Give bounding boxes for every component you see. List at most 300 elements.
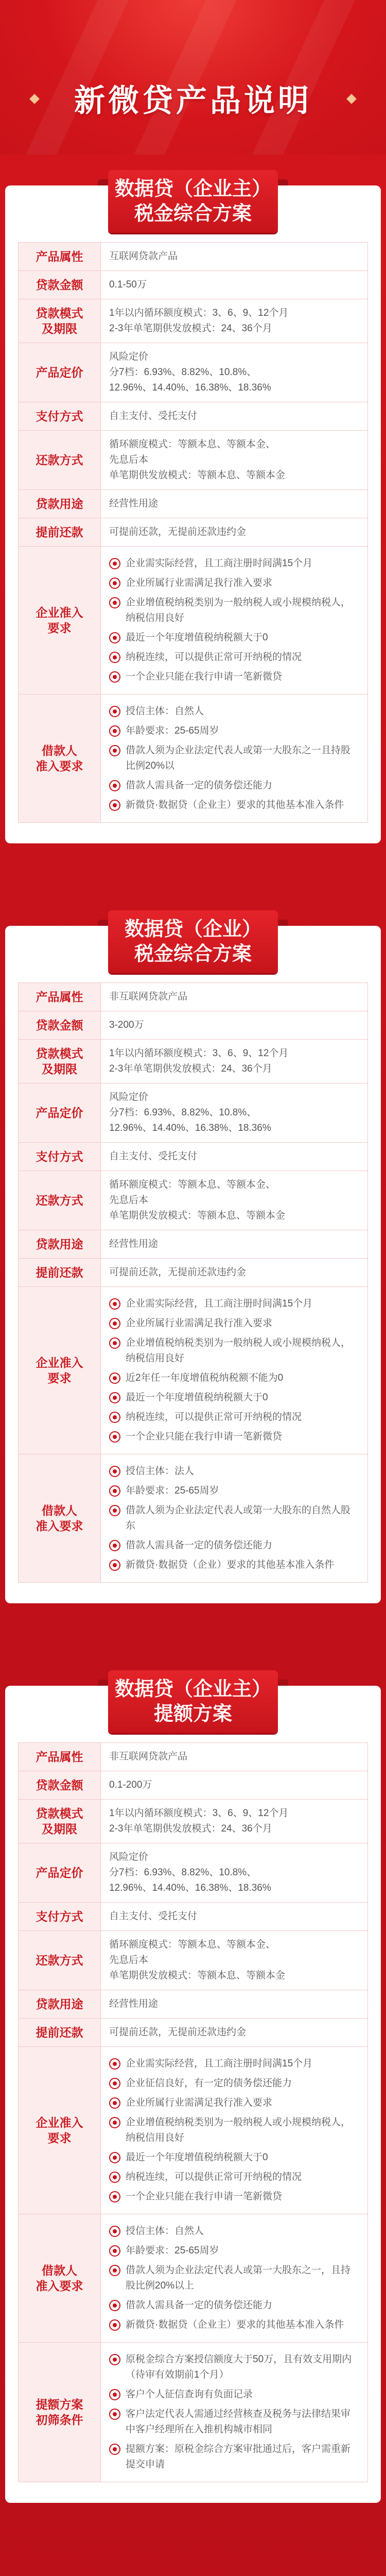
row-label (19, 2343, 101, 2482)
list-item (109, 2317, 359, 2333)
row-value-line: 经营性用途 (109, 498, 159, 509)
row-label (19, 271, 101, 299)
row-value (101, 490, 368, 518)
row-label (19, 2047, 101, 2214)
sections-container (0, 155, 386, 2503)
list-item-text: 一个企业只能在我行申请一笔新微贷 (126, 2191, 283, 2202)
bullet-circle-icon (109, 1298, 120, 1310)
list-item (109, 2170, 359, 2185)
row-value (101, 1040, 368, 1083)
row-value (101, 402, 368, 431)
table-row (19, 431, 368, 490)
list-item (109, 2442, 359, 2472)
ribbon-wrap (5, 910, 381, 973)
row-label-line: 支付方式 (36, 1150, 83, 1163)
row-value (101, 1743, 368, 1771)
row-label-line: 产品定价 (36, 1106, 83, 1120)
list-item (109, 595, 359, 626)
list-item-text: 借款人须为企业法定代表人或第一大股东之一，且持股比例20%以上 (126, 2265, 351, 2291)
list-item-text: 借款人需具备一定的债务偿还能力 (126, 2300, 273, 2311)
row-label (19, 1011, 101, 1040)
list-item (109, 1429, 359, 1445)
row-label (19, 299, 101, 343)
row-value (101, 431, 368, 490)
row-value-line: 循环额度模式：等额本息、等额本金、 (109, 1939, 276, 1950)
row-value (101, 1843, 368, 1903)
list-item (109, 2406, 359, 2437)
list-item (109, 2224, 359, 2239)
row-label-line: 借款人 (42, 2264, 77, 2277)
row-value (101, 1171, 368, 1230)
table-row (19, 1771, 368, 1800)
list-item (109, 1316, 359, 1331)
row-label-line: 企业准入 (36, 2116, 83, 2129)
row-label-line: 要求 (47, 2131, 72, 2145)
row-value-line: 2-3年单笔期供发放模式：24、36个月 (109, 1823, 272, 1834)
row-value-line: 1年以内循环额度模式：3、6、9、12个月 (109, 308, 289, 318)
list-item-text: 企业所属行业需满足我行准入要求 (126, 1318, 273, 1329)
row-label (19, 694, 101, 823)
table-row (19, 2047, 368, 2214)
bullet-circle-icon (109, 725, 120, 737)
list-item-text: 新微贷·数据贷（企业）要求的其他基本准入条件 (126, 1560, 335, 1570)
row-value-line: 2-3年单笔期供发放模式：24、36个月 (109, 323, 272, 334)
ribbon-line: 数据贷（企业） (124, 919, 261, 940)
table-row (19, 694, 368, 823)
row-label-line: 贷款金额 (36, 1019, 83, 1032)
row-value-line: 分7档：6.93%、8.82%、10.8%、 (109, 367, 257, 378)
table-row (19, 243, 368, 271)
table-row (19, 1040, 368, 1083)
list-item-text: 纳税连续，可以提供正常可开纳税的情况 (126, 652, 302, 663)
list-item (109, 704, 359, 719)
bullet-circle-icon (109, 800, 120, 811)
row-label (19, 490, 101, 518)
row-value (101, 271, 368, 299)
row-label-line: 借款人 (42, 744, 77, 757)
bullet-circle-icon (109, 558, 120, 569)
list-item-text: 最近一个年度增值税纳税额大于0 (126, 1392, 268, 1403)
row-value-line: 非互联网贷款产品 (109, 1751, 188, 1762)
row-value-line: 可提前还款，无提前还款违约金 (109, 527, 247, 537)
list-item-text: 最近一个年度增值税纳税额大于0 (126, 632, 268, 643)
row-value (101, 694, 368, 823)
row-value (101, 2047, 368, 2214)
table-row (19, 2214, 368, 2343)
bullet-circle-icon (109, 1392, 120, 1403)
row-value-line: 先息后本 (109, 1955, 149, 1965)
row-value (101, 1990, 368, 2019)
row-value (101, 518, 368, 547)
page-title: 新微贷产品说明 (74, 83, 312, 119)
list-item (109, 2115, 359, 2146)
table-row (19, 1287, 368, 1454)
row-value-line: 0.1-200万 (109, 1780, 152, 1790)
row-value (101, 1771, 368, 1800)
list-item-text: 一个企业只能在我行申请一笔新微贷 (126, 671, 283, 682)
row-value-line: 单笔期供发放模式：等额本息、等额本金 (109, 1210, 286, 1221)
row-value (101, 1903, 368, 1931)
row-label-line: 准入要求 (36, 1519, 83, 1533)
list-item-text: 客户法定代表人需通过经营核查及税务与法律结果审中客户经理所在入推机构城市相同 (126, 2409, 351, 2435)
bullet-circle-icon (109, 2300, 120, 2311)
row-value-line: 12.96%、14.40%、16.38%、18.36% (109, 382, 271, 393)
list-item-text: 借款人须为企业法定代表人或第一大股东之一且持股比例20%以 (126, 745, 351, 771)
list-item-text: 企业需实际经营，且工商注册时间满15个月 (126, 1298, 313, 1309)
bullet-circle-icon (109, 1337, 120, 1349)
bullet-circle-icon (109, 1431, 120, 1443)
list-item (109, 556, 359, 571)
list-item-text: 授信主体：自然人 (126, 2226, 204, 2236)
card-ribbon-title (108, 910, 278, 973)
list-item (109, 2076, 359, 2091)
bullet-circle-icon (109, 1560, 120, 1571)
row-value (101, 547, 368, 694)
product-card-3 (5, 1679, 381, 2503)
list-item-text: 企业增值税纳税类别为一般纳税人或小规模纳税人，纳税信用良好 (126, 2117, 351, 2143)
row-label (19, 1083, 101, 1143)
list-item (109, 2150, 359, 2165)
table-row (19, 1843, 368, 1903)
table-row (19, 1171, 368, 1230)
table-row (19, 2343, 368, 2482)
list-item-text: 提额方案：原税金综合方案审批通过后，客户需重新提交申请 (126, 2444, 351, 2470)
bullet-circle-icon (109, 780, 120, 791)
table-row (19, 1903, 368, 1931)
table-row (19, 402, 368, 431)
row-value (101, 243, 368, 271)
list-item (109, 1538, 359, 1553)
bullet-circle-icon (109, 1540, 120, 1551)
table-row (19, 983, 368, 1011)
row-label (19, 1903, 101, 1931)
row-label-line: 提额方案 (36, 2398, 83, 2411)
table-row (19, 1083, 368, 1143)
row-value-line: 分7档：6.93%、8.82%、10.8%、 (109, 1107, 257, 1118)
list-item-text: 借款人需具备一定的债务偿还能力 (126, 780, 273, 791)
table-row (19, 1143, 368, 1171)
list-item-text: 企业需实际经营，且工商注册时间满15个月 (126, 2058, 313, 2069)
bullet-circle-icon (109, 1466, 120, 1477)
table-row (19, 1454, 368, 1583)
list-item (109, 798, 359, 813)
row-value-line: 0.1-50万 (109, 279, 147, 290)
row-value-line: 分7档：6.93%、8.82%、10.8%、 (109, 1867, 257, 1878)
list-item (109, 1370, 359, 1386)
row-label-line: 产品属性 (36, 1750, 83, 1764)
list-item (109, 2243, 359, 2259)
row-label-line: 准入要求 (36, 2279, 83, 2293)
row-label-line: 初筛条件 (36, 2413, 83, 2427)
table-row (19, 1743, 368, 1771)
row-value (101, 2343, 368, 2482)
row-value-line: 3-200万 (109, 1020, 144, 1030)
row-value-line: 12.96%、14.40%、16.38%、18.36% (109, 1123, 271, 1133)
bullet-circle-icon (109, 706, 120, 717)
row-value (101, 1931, 368, 1990)
table-row (19, 1990, 368, 2019)
row-label-line: 还款方式 (36, 1194, 83, 1207)
card-ribbon-title (108, 1670, 278, 1733)
row-value (101, 983, 368, 1011)
list-item-text: 借款人需具备一定的债务偿还能力 (126, 1540, 273, 1551)
list-item (109, 669, 359, 685)
row-label (19, 518, 101, 547)
row-label-line: 产品属性 (36, 250, 83, 263)
row-label-line: 及期限 (42, 1822, 77, 1836)
row-value (101, 1230, 368, 1259)
bullet-circle-icon (109, 2265, 120, 2276)
row-label-line: 提前还款 (36, 2026, 83, 2039)
row-label-line: 及期限 (42, 322, 77, 335)
bullet-circle-icon (109, 632, 120, 643)
row-value-line: 非互联网贷款产品 (109, 991, 188, 1002)
row-label-line: 贷款模式 (36, 307, 83, 320)
row-value-line: 自主支付、受托支付 (109, 411, 198, 421)
list-item (109, 723, 359, 739)
table-row (19, 1011, 368, 1040)
list-item (109, 1390, 359, 1405)
row-value (101, 299, 368, 343)
row-value-line: 循环额度模式：等额本息、等额本金、 (109, 1179, 276, 1190)
list-item-text: 企业所属行业需满足我行准入要求 (126, 2097, 273, 2108)
row-value-line: 单笔期供发放模式：等额本息、等额本金 (109, 1970, 286, 1981)
row-label-line: 提前还款 (36, 526, 83, 539)
row-value-line: 2-3年单笔期供发放模式：24、36个月 (109, 1063, 272, 1074)
list-item (109, 575, 359, 591)
row-label (19, 2214, 101, 2343)
bullet-circle-icon (109, 1485, 120, 1497)
list-item (109, 630, 359, 646)
row-value (101, 1259, 368, 1287)
row-label-line: 贷款用途 (36, 1997, 83, 2011)
row-label-line: 支付方式 (36, 1910, 83, 1923)
row-value (101, 1011, 368, 1040)
list-item (109, 778, 359, 793)
list-item-text: 企业需实际经营，且工商注册时间满15个月 (126, 558, 313, 569)
row-value-line: 1年以内循环额度模式：3、6、9、12个月 (109, 1808, 289, 1819)
list-item (109, 2352, 359, 2383)
row-label-line: 借款人 (42, 1504, 77, 1517)
row-label (19, 431, 101, 490)
row-label-line: 要求 (47, 621, 72, 635)
ribbon-wrap (5, 170, 381, 233)
ribbon-line: 税金综合方案 (134, 943, 252, 965)
row-value-line: 可提前还款，无提前还款违约金 (109, 2027, 247, 2038)
list-item (109, 743, 359, 774)
ribbon-line: 提额方案 (153, 1703, 232, 1725)
list-item-text: 原税金综合方案授信额度大于50万，且有效支用期内（待审有效期前1个月） (126, 2354, 352, 2380)
row-label (19, 1143, 101, 1171)
row-value-line: 互联网贷款产品 (109, 251, 178, 262)
row-label-line: 贷款金额 (36, 1778, 83, 1792)
list-item (109, 2263, 359, 2294)
row-value-line: 循环额度模式：等额本息、等额本金、 (109, 439, 276, 450)
list-item (109, 2056, 359, 2072)
row-label (19, 1743, 101, 1771)
list-item (109, 1296, 359, 1312)
row-label-line: 贷款用途 (36, 497, 83, 511)
row-label-line: 还款方式 (36, 453, 83, 467)
list-item (109, 2095, 359, 2111)
list-item-text: 企业增值税纳税类别为一般纳税人或小规模纳税人，纳税信用良好 (126, 1337, 351, 1364)
row-label-line: 贷款用途 (36, 1238, 83, 1251)
list-item-text: 近2年任一年度增值税纳税额不能为0 (126, 1372, 284, 1383)
ribbon-wrap (5, 1670, 381, 1733)
list-item (109, 1503, 359, 1534)
row-value (101, 1454, 368, 1583)
row-value-line: 经营性用途 (109, 1239, 159, 1249)
table-row (19, 490, 368, 518)
row-label (19, 2019, 101, 2047)
bullet-circle-icon (109, 2444, 120, 2455)
table-row (19, 2019, 368, 2047)
list-item (109, 1335, 359, 1366)
bullet-circle-icon (109, 745, 120, 756)
bullet-circle-icon (109, 2389, 120, 2400)
list-item (109, 2298, 359, 2313)
table-row (19, 299, 368, 343)
row-value-line: 先息后本 (109, 1195, 149, 1206)
bullet-circle-icon (109, 1318, 120, 1329)
list-item-text: 新微贷·数据贷（企业主）要求的其他基本准入条件 (126, 800, 344, 810)
bullet-circle-icon (109, 597, 120, 608)
bullet-circle-icon (109, 2226, 120, 2237)
row-value (101, 2019, 368, 2047)
list-item-text: 年龄要求：25-65周岁 (126, 2245, 219, 2256)
row-label-line: 支付方式 (36, 410, 83, 423)
bullet-circle-icon (109, 2172, 120, 2183)
row-label (19, 1230, 101, 1259)
bullet-circle-icon (109, 2354, 120, 2365)
row-label (19, 1990, 101, 2019)
row-value (101, 1143, 368, 1171)
row-label (19, 547, 101, 694)
row-label-line: 产品定价 (36, 366, 83, 379)
list-item-text: 年龄要求：25-65周岁 (126, 1485, 219, 1496)
bullet-circle-icon (109, 671, 120, 683)
table-row (19, 271, 368, 299)
row-label (19, 343, 101, 402)
bullet-circle-icon (109, 578, 120, 589)
row-label (19, 1259, 101, 1287)
bullet-circle-icon (109, 652, 120, 663)
list-item-text: 企业所属行业需满足我行准入要求 (126, 578, 273, 588)
list-item (109, 1483, 359, 1499)
row-label-line: 贷款模式 (36, 1047, 83, 1060)
bullet-circle-icon (109, 1505, 120, 1516)
row-value (101, 1800, 368, 1843)
list-item-text: 授信主体：自然人 (126, 706, 204, 717)
spec-table (18, 242, 368, 823)
product-card-2 (5, 919, 381, 1603)
row-value-line: 风险定价 (109, 1852, 149, 1862)
table-row (19, 1800, 368, 1843)
row-value-line: 经营性用途 (109, 1998, 159, 2009)
bullet-circle-icon (109, 2245, 120, 2257)
row-value-line: 风险定价 (109, 351, 149, 362)
ribbon-line: 数据贷（企业主） (114, 178, 271, 200)
row-value-line: 12.96%、14.40%、16.38%、18.36% (109, 1883, 271, 1893)
row-label-line: 准入要求 (36, 759, 83, 773)
row-value-line: 单笔期供发放模式：等额本息、等额本金 (109, 470, 286, 481)
list-item-text: 客户个人征信查询有负面记录 (126, 2389, 253, 2400)
spec-table (18, 1742, 368, 2482)
row-value-line: 自主支付、受托支付 (109, 1151, 198, 1162)
row-label (19, 1843, 101, 1903)
bullet-circle-icon (109, 1372, 120, 1384)
row-value-line: 1年以内循环额度模式：3、6、9、12个月 (109, 1048, 289, 1059)
row-value-line: 先息后本 (109, 454, 149, 465)
list-item-text: 借款人须为企业法定代表人或第一大股东的自然人股东 (126, 1505, 351, 1531)
row-label (19, 1800, 101, 1843)
row-label (19, 402, 101, 431)
list-item (109, 1464, 359, 1479)
row-label (19, 243, 101, 271)
row-value (101, 1083, 368, 1143)
table-row (19, 343, 368, 402)
row-value-line: 风险定价 (109, 1092, 149, 1103)
list-item-text: 纳税连续，可以提供正常可开纳税的情况 (126, 2172, 302, 2182)
row-label (19, 1931, 101, 1990)
row-label (19, 1771, 101, 1800)
row-label (19, 1171, 101, 1230)
list-item-text: 纳税连续，可以提供正常可开纳税的情况 (126, 1412, 302, 1422)
row-label-line: 企业准入 (36, 1356, 83, 1369)
page-header (0, 0, 386, 155)
row-label-line: 提前还款 (36, 1266, 83, 1279)
bullet-circle-icon (109, 1412, 120, 1423)
list-item-text: 企业征信良好，有一定的债务偿还能力 (126, 2078, 292, 2089)
row-label-line: 及期限 (42, 1062, 77, 1076)
row-label-line: 贷款金额 (36, 278, 83, 292)
bullet-circle-icon (109, 2097, 120, 2109)
row-value (101, 2214, 368, 2343)
row-value (101, 1287, 368, 1454)
list-item-text: 最近一个年度增值税纳税额大于0 (126, 2152, 268, 2163)
row-value-line: 可提前还款，无提前还款违约金 (109, 1267, 247, 1278)
row-label (19, 1040, 101, 1083)
list-item-text: 新微贷·数据贷（企业主）要求的其他基本准入条件 (126, 2319, 344, 2330)
row-label (19, 983, 101, 1011)
list-item-text: 授信主体：法人 (126, 1466, 195, 1477)
row-label (19, 1454, 101, 1583)
table-row (19, 1259, 368, 1287)
ribbon-line: 数据贷（企业主） (114, 1679, 271, 1700)
bullet-circle-icon (109, 2058, 120, 2070)
row-label-line: 贷款模式 (36, 1807, 83, 1820)
list-item-text: 企业增值税纳税类别为一般纳税人或小规模纳税人，纳税信用良好 (126, 597, 351, 623)
list-item (109, 2387, 359, 2402)
bullet-circle-icon (109, 2152, 120, 2163)
table-row (19, 518, 368, 547)
list-item-text: 一个企业只能在我行申请一笔新微贷 (126, 1431, 283, 1442)
row-value (101, 343, 368, 402)
table-row (19, 547, 368, 694)
card-ribbon-title (108, 170, 278, 233)
list-item (109, 2189, 359, 2205)
bullet-circle-icon (109, 2117, 120, 2128)
row-label (19, 1287, 101, 1454)
list-item (109, 1557, 359, 1573)
bullet-circle-icon (109, 2409, 120, 2420)
list-item (109, 650, 359, 665)
ribbon-line: 税金综合方案 (134, 203, 252, 225)
table-row (19, 1931, 368, 1990)
row-label-line: 要求 (47, 1371, 72, 1385)
table-row (19, 1230, 368, 1259)
product-card-1 (5, 178, 381, 843)
